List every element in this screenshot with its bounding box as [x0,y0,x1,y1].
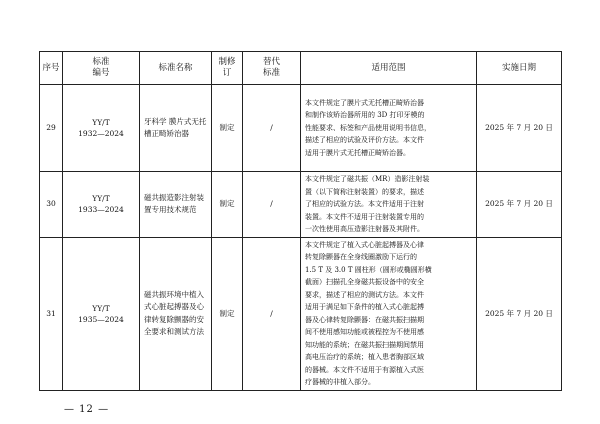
row-code: YY/T 1933—2024 [63,172,140,238]
row-code: YY/T 1935—2024 [63,237,140,390]
row-date: 2025 年 7 月 20 日 [477,85,562,172]
header-seq: 序号 [40,52,63,85]
header-replace: 替代 标准 [243,52,301,85]
header-name: 标准名称 [140,52,212,85]
header-code: 标准 编号 [63,52,140,85]
header-row [40,52,562,85]
row-replace: / [243,237,301,390]
table-row [40,172,562,238]
row-scope: 本文件规定了膜片式无托槽正畸矫治器 和制作该矫治器所用的 3D 打印牙模的 性能要求、标签和产品使用说明书信息， 描述了相应的试验及评价方法。本文件 适用于膜片式无托槽正畸矫治器。 [301,85,477,172]
row-seq: 30 [40,172,63,238]
row-seq: 29 [40,85,63,172]
row-name: 磁共振造影注射装置专用技术规范 [140,172,212,238]
table-row [40,237,562,390]
row-replace: / [243,85,301,172]
row-scope: 本文件规定了磁共振（MR）造影注射装 置（以下简称注射装置）的要求，描述 了相应的试验方法。本文件适用于注射 装置。本文件不适用于注射装置专用的 一次性使用高压造影注射器及其附件。 [301,172,477,238]
row-revise: 制定 [212,172,243,238]
header-revise: 制修 订 [212,52,243,85]
header-date: 实施日期 [477,52,562,85]
row-revise: 制定 [212,85,243,172]
row-seq: 31 [40,237,63,390]
header-scope: 适用范围 [301,52,477,85]
page-number: — 12 — [64,404,110,415]
table-row [40,85,562,172]
row-name: 磁共振环境中植入式心脏起搏器及心律转复除颤器的安全要求和测试方法 [140,237,212,390]
row-date: 2025 年 7 月 20 日 [477,172,562,238]
row-revise: 制定 [212,237,243,390]
row-date: 2025 年 7 月 20 日 [477,237,562,390]
row-replace: / [243,172,301,238]
row-name: 牙科学 膜片式无托槽正畸矫治器 [140,85,212,172]
row-scope: 本文件规定了植入式心脏起搏器及心律 转复除颤器在全身线圈激励下运行的 1.5 T 及 3.0 T 圆柱形（圆形或椭圆形横 截面）扫描孔全身磁共振设备中的安全 要求，描述了相应的测试方法。本文件 适用于满足如下条件的植入式心脏起搏 器及心律转复除颤器：在磁共振扫描期 间不使用感知功能或被程控为不使用感 知功能的系统；在磁共振扫描期间禁用 高电压治疗的系统；植入患者胸部区域 的器械。本文件不适用于有源植入式医 疗器械的非植入部分。 [301,237,477,390]
standards-table [39,51,562,391]
row-code: YY/T 1932—2024 [63,85,140,172]
